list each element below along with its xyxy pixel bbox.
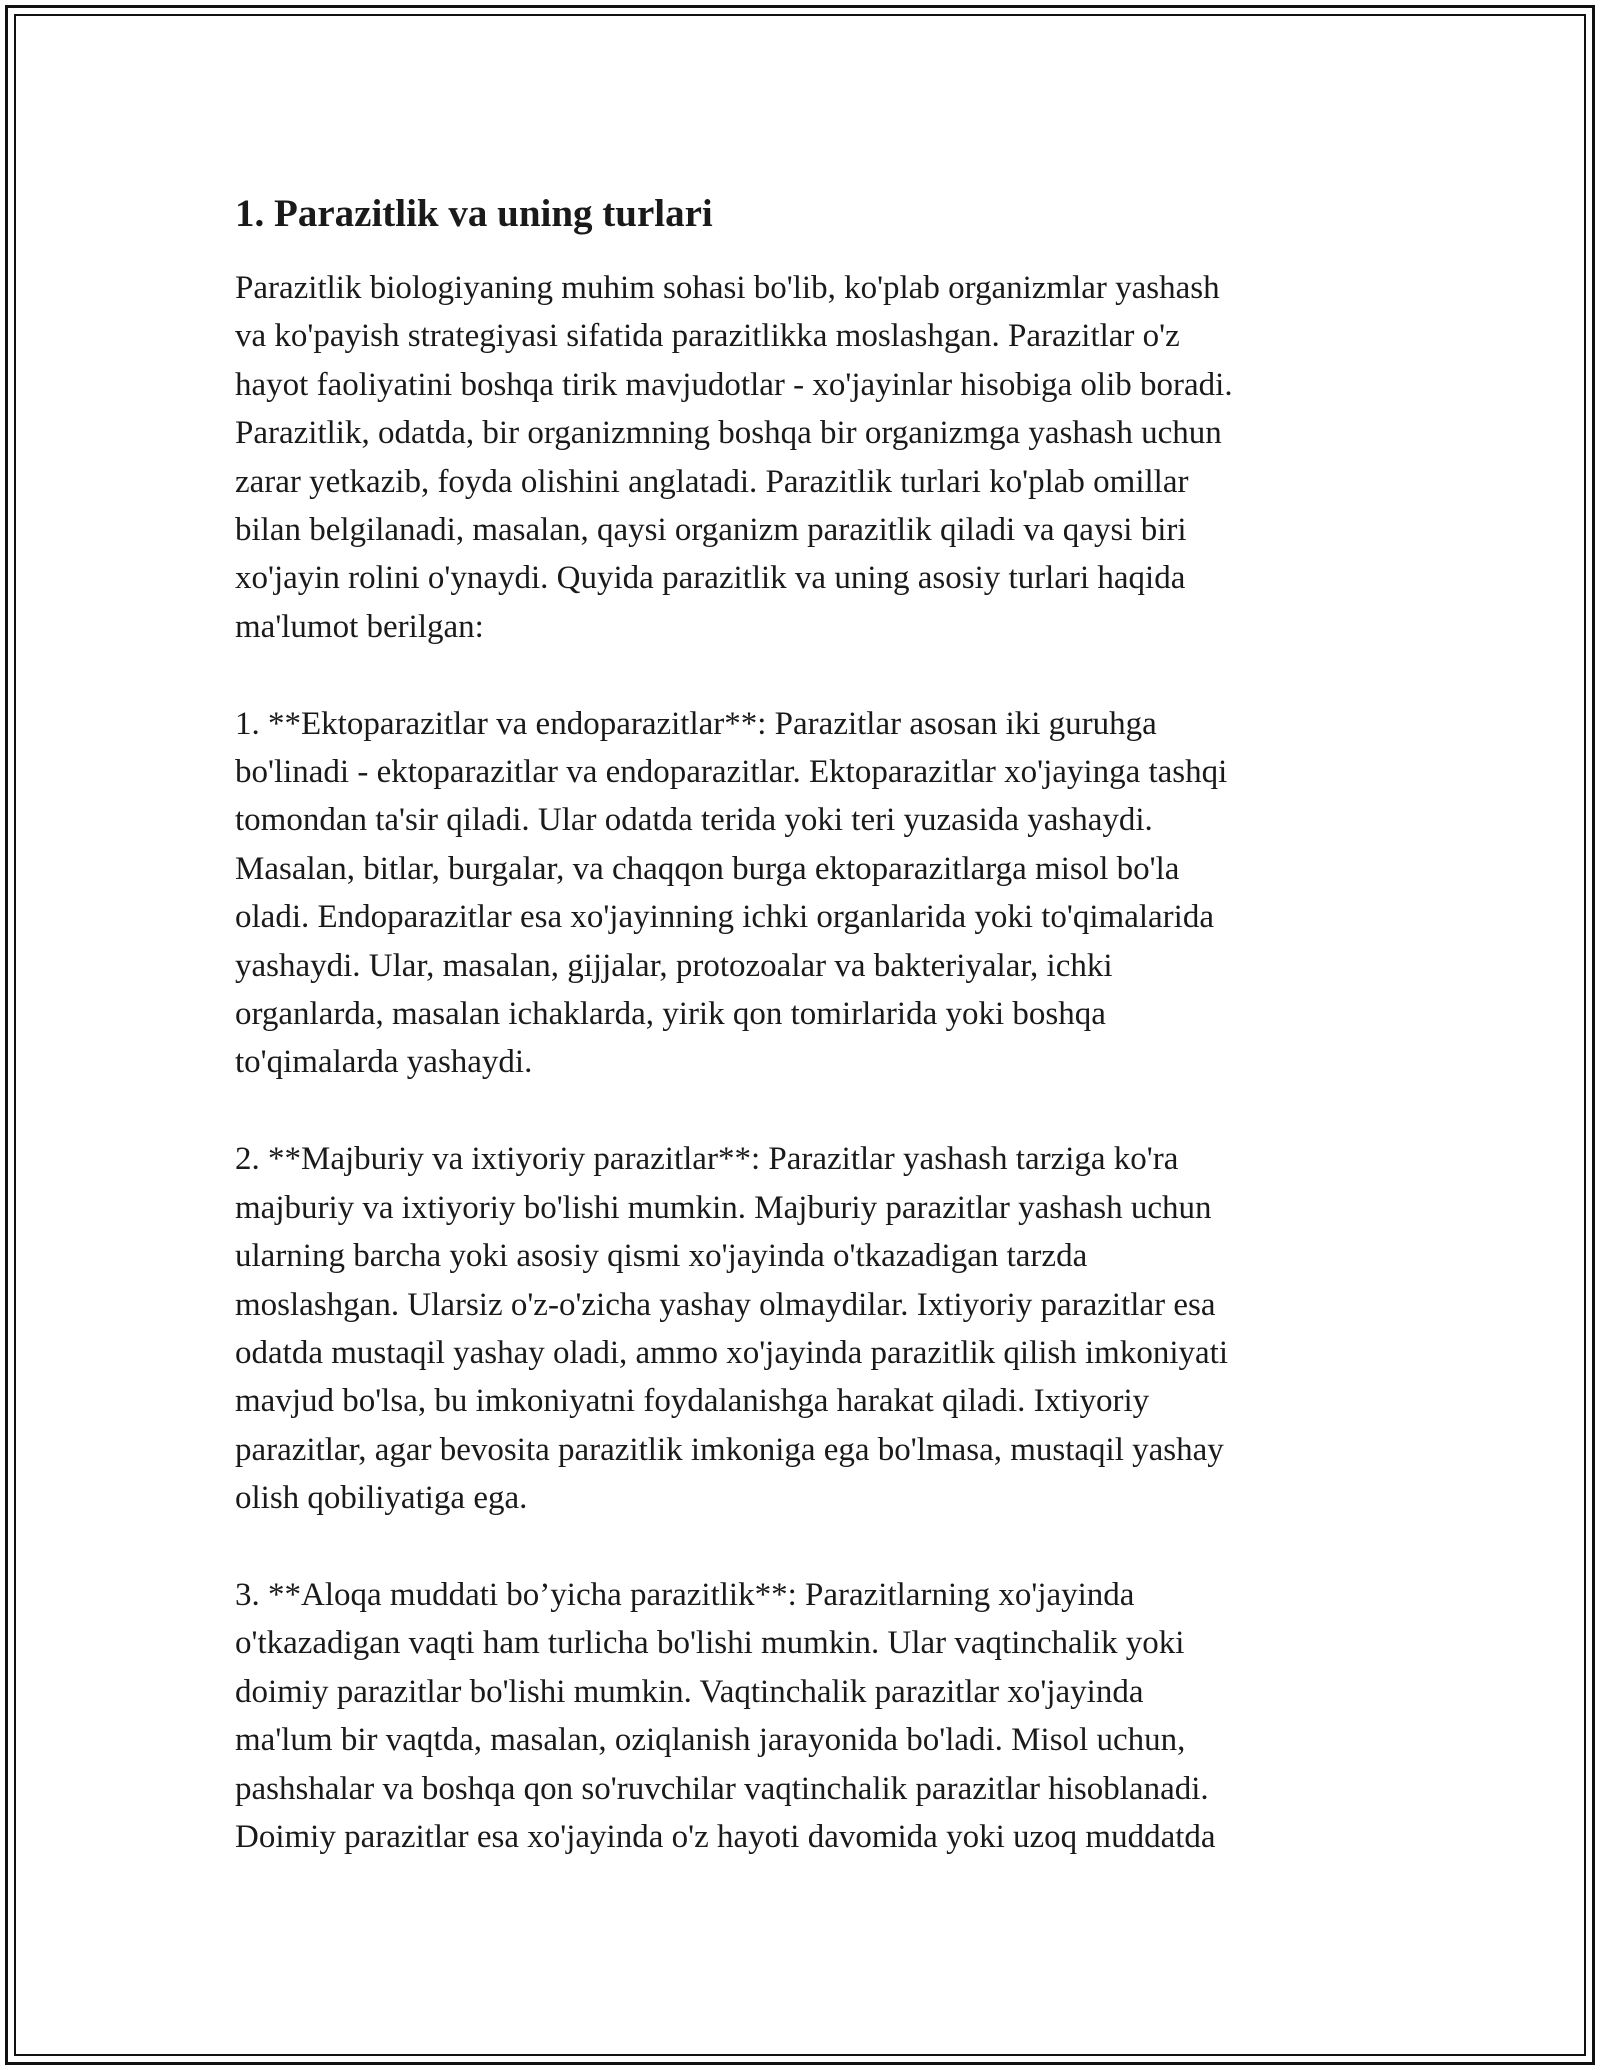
paragraph-1 [235,264,1385,651]
document-page [235,188,1385,1910]
text-line: mavjud bo'lsa, bu imkoniyatni foydalanishga harakat qiladi. Ixtiyoriy [235,1383,1150,1420]
text-line: organlarda, masalan ichaklarda, yirik qon tomirlarida yoki boshqa [235,996,1106,1033]
text-line: majburiy va ixtiyoriy bo'lishi mumkin. Majburiy parazitlar yashash uchun [235,1189,1212,1226]
text-line: to'qimalarda yashaydi. [235,1044,533,1081]
text-line: doimiy parazitlar bo'lishi mumkin. Vaqtinchalik parazitlar xo'jayinda [235,1673,1144,1710]
paragraph-4 [235,1571,1385,1861]
text-line: bo'linadi - ektoparazitlar va endoparazitlar. Ektoparazitlar xo'jayinga tashqi [235,754,1228,791]
text-line: odatda mustaqil yashay oladi, ammo xo'jayinda parazitlik qilish imkoniyati [235,1334,1228,1371]
text-line: ularning barcha yoki asosiy qismi xo'jayinda o'tkazadigan tarzda [235,1238,1088,1275]
text-line: moslashgan. Ularsiz o'z-o'zicha yashay olmaydilar. Ixtiyoriy parazitlar esa [235,1286,1216,1323]
text-line: Doimiy parazitlar esa xo'jayinda o'z hayoti davomida yoki uzoq muddatda [235,1818,1216,1855]
text-line: yashaydi. Ular, masalan, gijjalar, protozoalar va bakteriyalar, ichki [235,947,1113,984]
paragraph-2 [235,700,1385,1087]
paragraph-3 [235,1135,1385,1522]
text-line: xo'jayin rolini o'ynaydi. Quyida parazitlik va uning asosiy turlari haqida [235,560,1186,597]
text-line: parazitlar, agar bevosita parazitlik imkoniga ega bo'lmasa, mustaqil yashay [235,1431,1224,1468]
text-line: o'tkazadigan vaqti ham turlicha bo'lishi mumkin. Ular vaqtinchalik yoki [235,1625,1185,1662]
text-line: zarar yetkazib, foyda olishini anglatadi. Parazitlik turlari ko'plab omillar [235,463,1189,500]
text-line: 1. **Ektoparazitlar va endoparazitlar**: Parazitlar asosan iki guruhga [235,705,1157,742]
text-line: Masalan, bitlar, burgalar, va chaqqon burga ektoparazitlarga misol bo'la [235,850,1180,887]
text-line: va ko'payish strategiyasi sifatida parazitlikka moslashgan. Parazitlar o'z [235,318,1180,355]
text-line: 3. **Aloqa muddati bo’yicha parazitlik**: Parazitlarning xo'jayinda [235,1576,1135,1613]
text-line: ma'lumot berilgan: [235,608,484,645]
text-line: Parazitlik biologiyaning muhim sohasi bo'lib, ko'plab organizmlar yashash [235,270,1220,306]
section-heading: 1. Parazitlik va uning turlari [235,192,713,235]
text-line: pashshalar va boshqa qon so'ruvchilar vaqtinchalik parazitlar hisoblanadi. [235,1770,1209,1807]
text-line: oladi. Endoparazitlar esa xo'jayinning ichki organlarida yoki to'qimalarida [235,899,1214,936]
text-line: ma'lum bir vaqtda, masalan, oziqlanish jarayonida bo'ladi. Misol uchun, [235,1722,1186,1759]
document-body [235,264,1385,1861]
text-line: 2. **Majburiy va ixtiyoriy parazitlar**: Parazitlar yashash tarziga ko'ra [235,1141,1179,1178]
text-line: bilan belgilanadi, masalan, qaysi organizm parazitlik qiladi va qaysi biri [235,512,1187,549]
text-line: Parazitlik, odatda, bir organizmning boshqa bir organizmga yashash uchun [235,415,1222,452]
text-line: hayot faoliyatini boshqa tirik mavjudotlar - xo'jayinlar hisobiga olib boradi. [235,366,1233,403]
text-line: olish qobiliyatiga ega. [235,1480,528,1517]
text-line: tomondan ta'sir qiladi. Ular odatda terida yoki teri yuzasida yashaydi. [235,802,1153,839]
